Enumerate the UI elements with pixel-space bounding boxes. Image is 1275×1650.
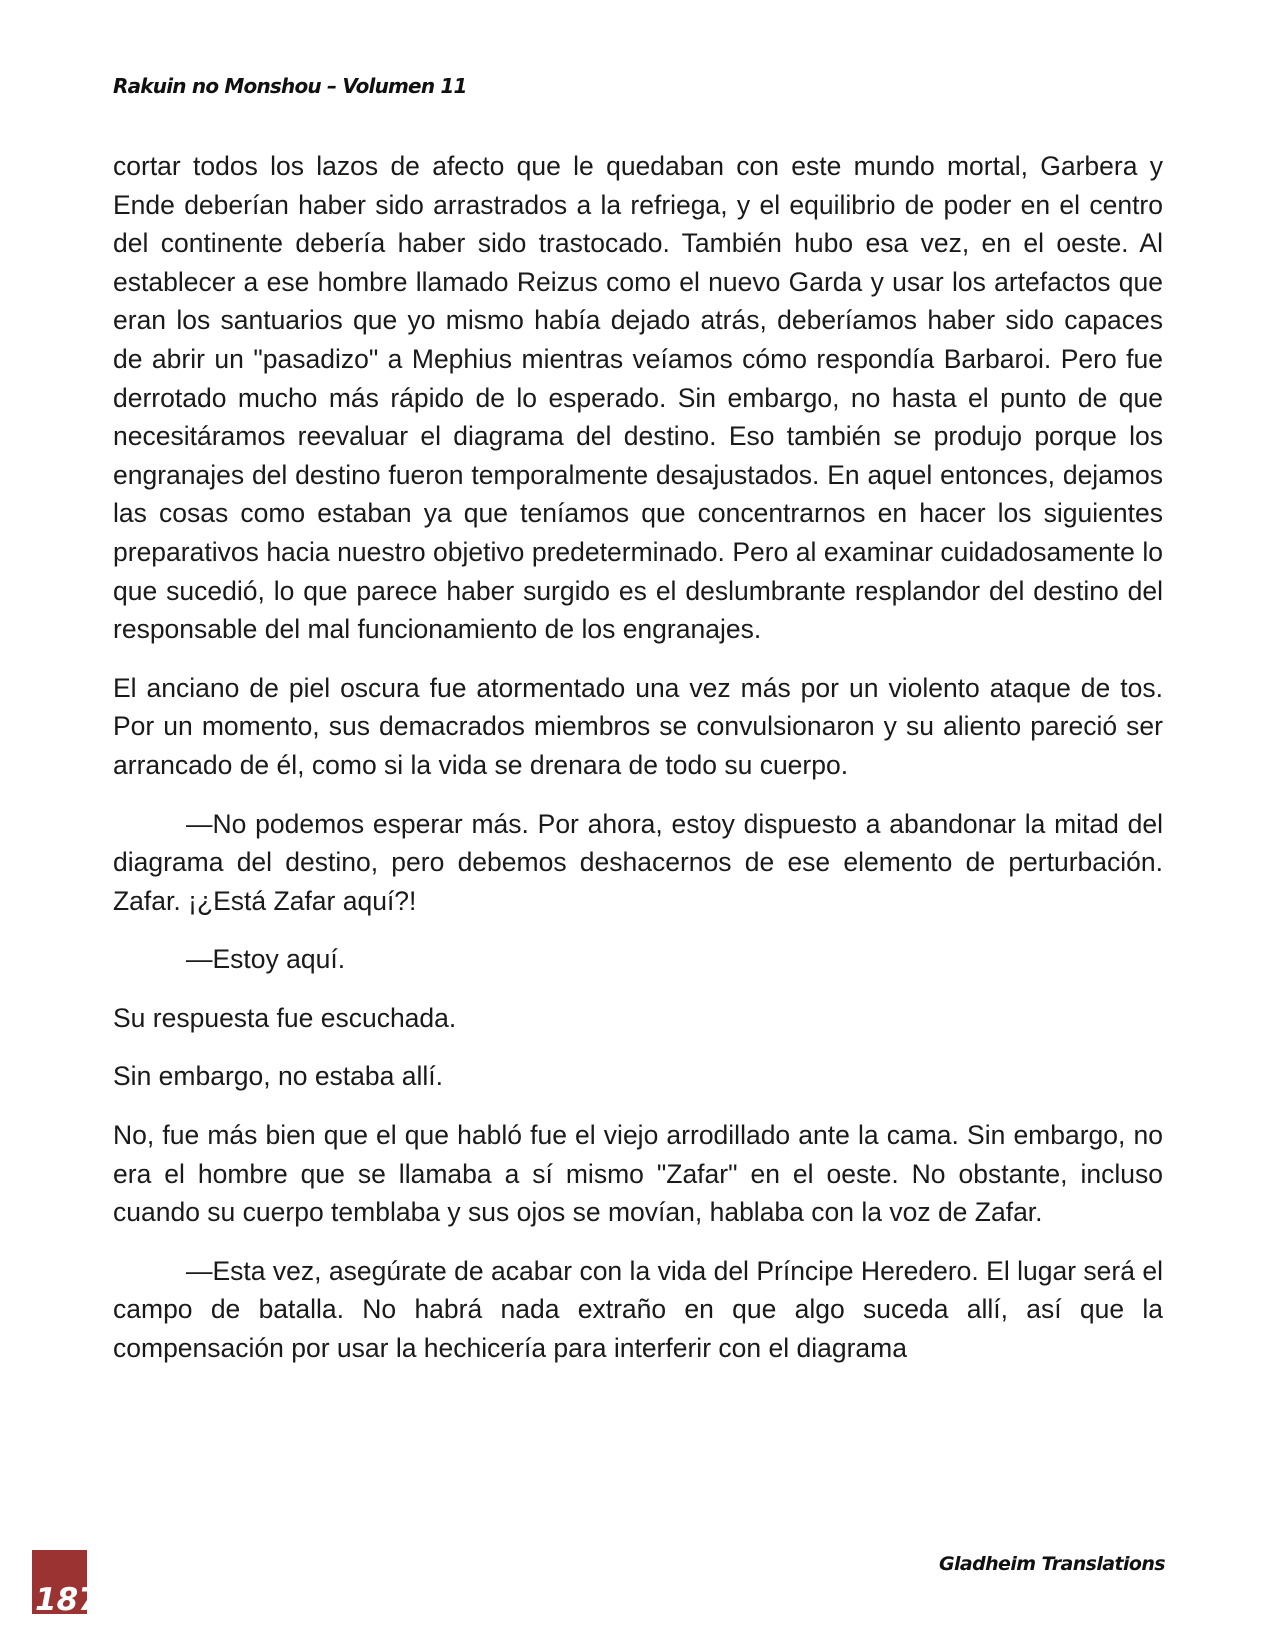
dialogue-paragraph-4: —Estoy aquí. bbox=[186, 944, 346, 975]
paragraph-5: Su respuesta fue escuchada. bbox=[113, 1002, 457, 1033]
page-number: 187 bbox=[35, 1582, 100, 1618]
page-number-badge bbox=[32, 1550, 100, 1618]
dialogue-paragraph-8: —Esta vez, asegúrate de acabar con la vida del Príncipe Heredero. El lugar será el campo de batalla. No habrá nada extraño en que algo suceda allí, así que la compensación por usar la hechicería para interferir con el diagrama bbox=[113, 1255, 1163, 1364]
paragraph-2: El anciano de piel oscura fue atormentado una vez más por un violento ataque de tos. Por un momento, sus demacrados miembros se convulsionaron y su aliento pareció ser arrancado de él, como si la vida se drenara de todo su cuerpo. bbox=[113, 672, 1163, 780]
running-header-title: Rakuin no Monshou – Volumen 11 bbox=[113, 74, 467, 98]
paragraph-7: No, fue más bien que el que habló fue el viejo arrodillado ante la cama. Sin embargo, no era el hombre que se llamaba a sí mismo "Zafar" en el oeste. No obstante, incluso cuando su cuerpo temblaba y sus ojos se movían, hablaba con la voz de Zafar. bbox=[113, 1120, 1163, 1228]
paragraph-1: cortar todos los lazos de afecto que le quedaban con este mundo mortal, Garbera y Ende deberían haber sido arrastrados a la refriega, y el equilibrio de poder en el centro del continente debería haber sido trastocado. También hubo esa vez, en el oeste. Al establecer a ese hombre llamado Reizus como el nuevo Garda y usar los artefactos que eran los santuarios que yo mismo había dejado atrás, deberíamos haber sido capaces de abrir un "pasadizo" a Mephius mientras veíamos cómo respondía Barbaroi. Pero fue derrotado mucho más rápido de lo esperado. Sin embargo, no hasta el punto de que necesitáramos reevaluar el diagrama del destino. Eso también se produjo porque los engranajes del destino fueron temporalmente desajustados. En aquel entonces, dejamos las cosas como estaban ya que teníamos que concentrarnos en hacer los siguientes preparativos hacia nuestro objetivo predeterminado. Pero al examinar cuidadosamente lo que sucedió, lo que parece haber surgido es el deslumbrante resplandor del destino del responsable del mal funcionamiento de los engranajes. bbox=[113, 151, 1163, 645]
dialogue-paragraph-3: —No podemos esperar más. Por ahora, estoy dispuesto a abandonar la mitad del diagrama del destino, pero debemos deshacernos de ese elemento de perturbación. Zafar. ¡¿Está Zafar aquí?! bbox=[113, 808, 1163, 916]
footer-credit: Gladheim Translations bbox=[939, 1553, 1165, 1575]
page-body bbox=[113, 147, 1163, 1388]
paragraph-6: Sin embargo, no estaba allí. bbox=[113, 1061, 443, 1092]
